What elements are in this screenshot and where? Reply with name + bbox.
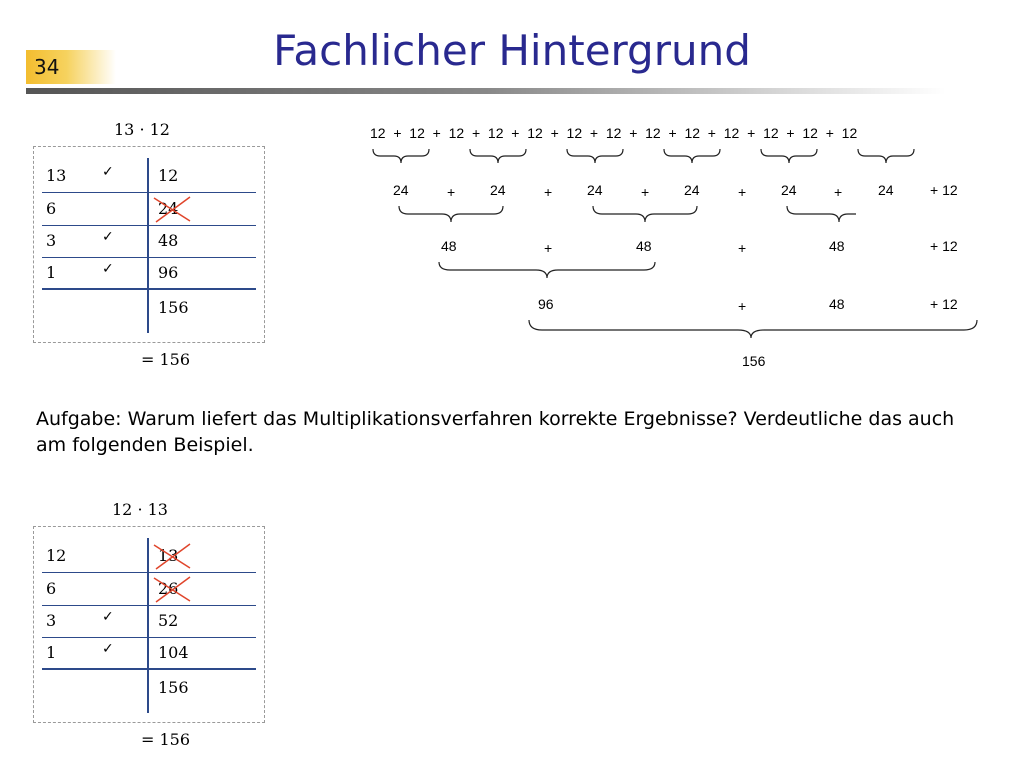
diagram-row2-plus: + — [544, 184, 553, 200]
example2-left-value: 3 — [46, 611, 57, 630]
example1-row-line — [42, 225, 256, 226]
example1-box — [33, 146, 265, 343]
example1-result: = 156 — [141, 350, 191, 369]
check-icon: ✓ — [102, 261, 114, 277]
diagram-row3-last-term: + 12 — [930, 238, 958, 254]
diagram-total: 156 — [742, 353, 766, 369]
diagram-row2-plus: + — [447, 184, 456, 200]
example2-header: 12 · 13 — [112, 500, 168, 519]
diagram-row2-term: 24 — [684, 182, 700, 198]
diagram-row2-plus: + — [738, 184, 747, 200]
example2-result: = 156 — [141, 730, 191, 749]
diagram-row4-last-term: + 12 — [930, 296, 958, 312]
check-icon: ✓ — [102, 641, 114, 657]
diagram-row2-term: 24 — [878, 182, 894, 198]
diagram-brace-row3 — [436, 260, 676, 284]
diagram-row3-term: 48 — [829, 238, 845, 254]
example1-right-value: 24 — [158, 199, 179, 218]
page-number: 34 — [34, 55, 60, 79]
check-icon: ✓ — [102, 229, 114, 245]
diagram-braces-row1 — [370, 146, 930, 168]
diagram-row1: 12 + 12 + 12 + 12 + 12 + 12 + 12 + 12 + 12 + 12 + 12 + 12 + 12 — [370, 125, 858, 141]
example2-right-value: 13 — [158, 546, 179, 565]
cross-out-icon — [152, 574, 192, 604]
example2-divider-vertical — [147, 538, 149, 713]
example2-box — [33, 526, 265, 723]
example2-right-value: 104 — [158, 643, 189, 662]
check-icon: ✓ — [102, 164, 114, 180]
diagram-braces-row2 — [396, 204, 856, 228]
diagram-row3-term: 48 — [441, 238, 457, 254]
diagram-row2-term: 24 — [781, 182, 797, 198]
example1-row-line — [42, 192, 256, 193]
cross-out-icon — [152, 194, 192, 224]
example2-row-line — [42, 605, 256, 606]
cross-out-icon — [152, 541, 192, 571]
title-divider — [26, 88, 946, 94]
example2-row-line — [42, 637, 256, 638]
diagram-row4-term: 48 — [829, 296, 845, 312]
page-title: Fachlicher Hintergrund — [273, 26, 751, 75]
diagram-row2-plus: + — [641, 184, 650, 200]
example2-right-value: 26 — [158, 579, 179, 598]
diagram-row2-term: 24 — [587, 182, 603, 198]
diagram-row2-term: 24 — [393, 182, 409, 198]
example1-right-value: 12 — [158, 166, 179, 185]
check-icon: ✓ — [102, 609, 114, 625]
diagram-row4-plus: + — [738, 298, 747, 314]
example2-sum-line — [42, 668, 256, 670]
diagram-row2-term: 24 — [490, 182, 506, 198]
example2-row-line — [42, 572, 256, 573]
diagram-brace-row4 — [526, 318, 982, 346]
diagram-row3-plus: + — [738, 240, 747, 256]
example1-left-value: 6 — [46, 199, 57, 218]
task-text: Aufgabe: Warum liefert das Multiplikationsverfahren korrekte Ergebnisse? Verdeutliche das auch am folgenden Beispiel. — [36, 408, 955, 456]
example1-sum-line — [42, 288, 256, 290]
diagram-row3-term: 48 — [636, 238, 652, 254]
example2-right-value: 52 — [158, 611, 179, 630]
example2-sum: 156 — [158, 678, 189, 697]
example1-right-value: 48 — [158, 231, 179, 250]
example2-left-value: 6 — [46, 579, 57, 598]
example2-left-value: 1 — [46, 643, 57, 662]
example2-left-value: 12 — [46, 546, 67, 565]
example1-divider-vertical — [147, 158, 149, 333]
diagram-row3-plus: + — [544, 240, 553, 256]
example1-left-value: 13 — [46, 166, 67, 185]
example1-sum: 156 — [158, 298, 189, 317]
diagram-row2-plus: + — [834, 184, 843, 200]
diagram-row2-last-term: + 12 — [930, 182, 958, 198]
example1-header: 13 · 12 — [114, 120, 170, 139]
example1-left-value: 1 — [46, 263, 57, 282]
example1-right-value: 96 — [158, 263, 179, 282]
example1-row-line — [42, 257, 256, 258]
example1-left-value: 3 — [46, 231, 57, 250]
diagram-row4-term: 96 — [538, 296, 554, 312]
